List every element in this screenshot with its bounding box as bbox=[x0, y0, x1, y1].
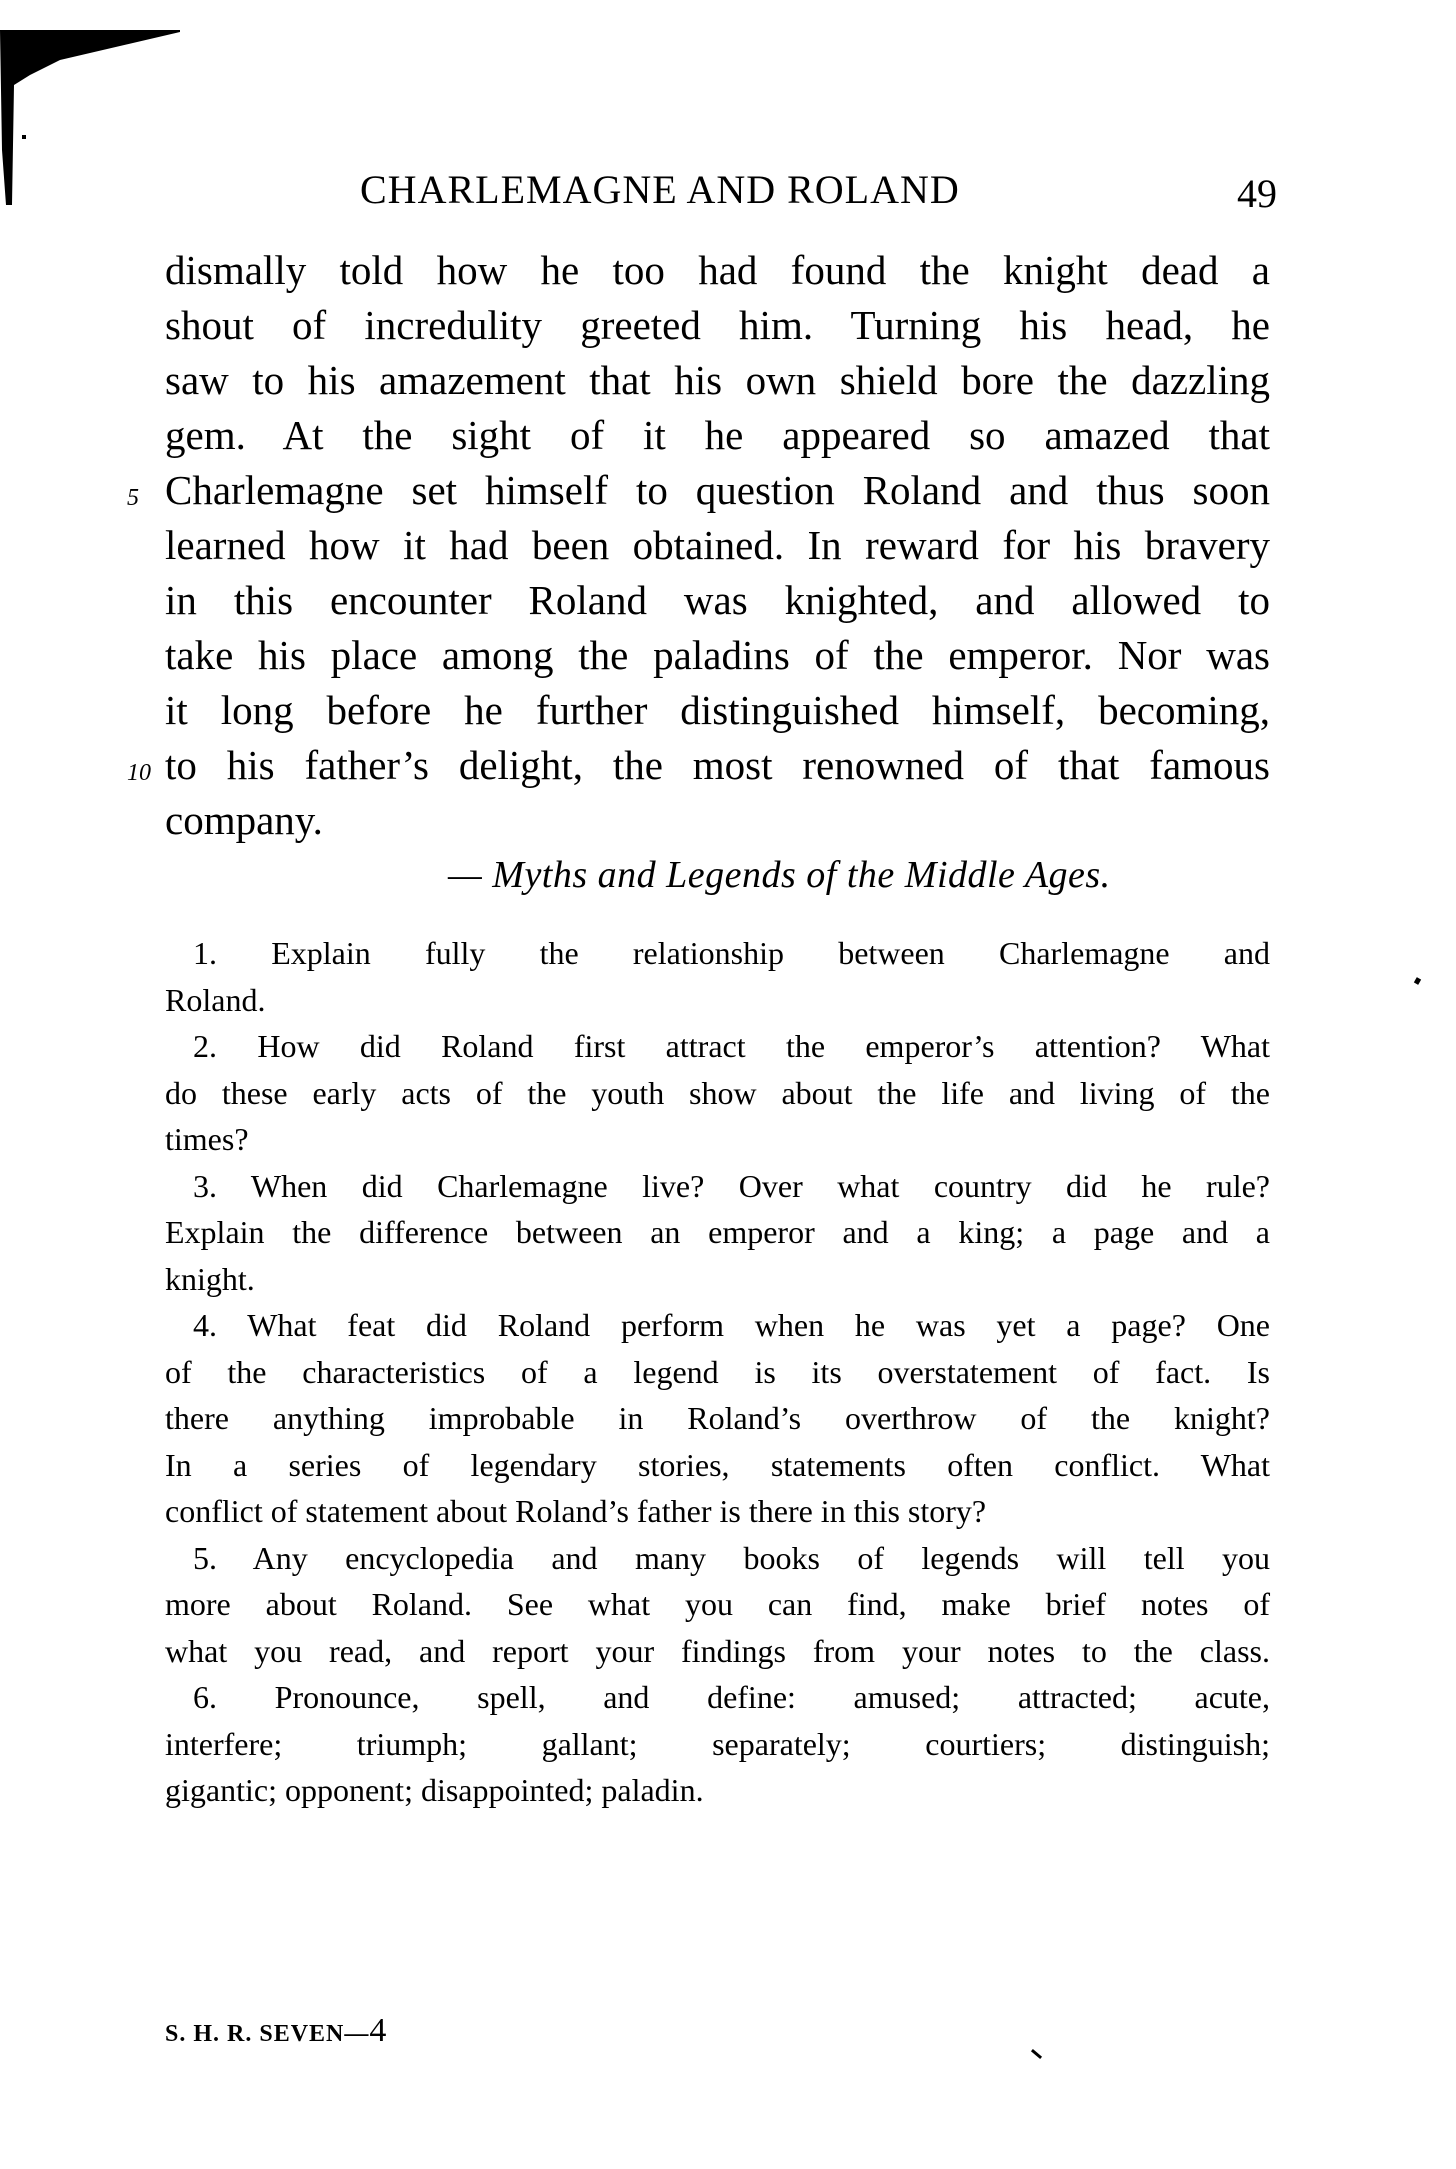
page-number: 49 bbox=[1237, 171, 1277, 216]
question-number: 3. bbox=[193, 1167, 217, 1204]
body-line bbox=[127, 738, 1270, 793]
body-line: shout of incredulity greeted him. Turning his head, he bbox=[165, 302, 1270, 348]
study-questions bbox=[165, 930, 1270, 1814]
question-4 bbox=[165, 1302, 1270, 1535]
body-line: dismally told how he too had found the knight dead a bbox=[165, 247, 1270, 293]
line-number-5: 5 bbox=[127, 485, 139, 511]
source-attribution: — Myths and Legends of the Middle Ages. bbox=[448, 854, 1111, 896]
question-line: do these early acts of the youth show about the life and living of the bbox=[165, 1074, 1270, 1111]
body-line: learned how it had been obtained. In reward for his bravery bbox=[165, 522, 1270, 568]
question-line: 2. How did Roland first attract the emperor’s attention? What bbox=[193, 1028, 1271, 1064]
signature-mark bbox=[165, 2012, 387, 2050]
question-line: Roland. bbox=[165, 981, 266, 1018]
scan-speck bbox=[1031, 2049, 1042, 2059]
question-number: 4. bbox=[193, 1307, 217, 1343]
question-number: 1. bbox=[193, 935, 217, 971]
question-line: In a series of legendary stories, statements often conflict. What bbox=[165, 1446, 1270, 1483]
question-line: more about Roland. See what you can find, make brief notes of bbox=[165, 1586, 1270, 1622]
running-title: CHARLEMAGNE AND ROLAND bbox=[360, 167, 960, 212]
question-2 bbox=[165, 1023, 1270, 1163]
question-line: what you read, and report your findings from your notes to the class. bbox=[165, 1632, 1270, 1669]
scan-corner-mark bbox=[0, 30, 190, 205]
body-line-text: Charlemagne set himself to question Roland and thus soon bbox=[165, 467, 1270, 513]
body-line: gem. At the sight of it he appeared so amazed that bbox=[165, 412, 1270, 458]
question-line: 5. Any encyclopedia and many books of legends will tell you bbox=[193, 1539, 1271, 1576]
scan-speck bbox=[1414, 977, 1421, 985]
body-line: in this encounter Roland was knighted, and allowed to bbox=[165, 577, 1270, 623]
signature-text: S. H. R. SEVEN— bbox=[165, 2021, 370, 2047]
question-3 bbox=[165, 1163, 1270, 1303]
line-number-10: 10 bbox=[127, 760, 151, 786]
question-1 bbox=[165, 930, 1270, 1023]
question-line: knight. bbox=[165, 1260, 255, 1297]
question-6 bbox=[165, 1674, 1270, 1814]
question-line: 1. Explain fully the relationship between Charlemagne and bbox=[193, 935, 1271, 971]
body-text bbox=[127, 243, 1270, 848]
question-line: 3. When did Charlemagne live? Over what country did he rule? bbox=[193, 1167, 1270, 1204]
body-line-text: to his father’s delight, the most renowned of that famous bbox=[165, 742, 1270, 788]
question-line: times? bbox=[165, 1121, 249, 1157]
body-line bbox=[127, 463, 1270, 518]
question-number: 5. bbox=[193, 1539, 217, 1576]
body-line: saw to his amazement that his own shield bore the dazzling bbox=[165, 357, 1270, 403]
question-line: gigantic; opponent; disappointed; paladin. bbox=[165, 1772, 704, 1808]
question-line: conflict of statement about Roland’s father is there in this story? bbox=[165, 1493, 987, 1529]
question-line: Explain the difference between an emperor and a king; a page and a bbox=[165, 1214, 1270, 1250]
question-line: 6. Pronounce, spell, and define: amused; attracted; acute, bbox=[193, 1679, 1270, 1715]
question-number: 6. bbox=[193, 1679, 217, 1715]
question-5 bbox=[165, 1535, 1270, 1675]
question-line: interfere; triumph; gallant; separately; courtiers; distinguish; bbox=[165, 1725, 1270, 1762]
body-line: take his place among the paladins of the emperor. Nor was bbox=[165, 632, 1270, 678]
body-line: company. bbox=[165, 797, 323, 843]
scan-speck bbox=[22, 135, 26, 139]
question-line: 4. What feat did Roland perform when he was yet a page? One bbox=[193, 1307, 1271, 1343]
question-line: there anything improbable in Roland’s overthrow of the knight? bbox=[165, 1400, 1270, 1436]
question-number: 2. bbox=[193, 1028, 217, 1064]
signature-number: 4 bbox=[369, 2012, 388, 2049]
body-line: it long before he further distinguished himself, becoming, bbox=[165, 687, 1270, 733]
question-line: of the characteristics of a legend is its overstatement of fact. Is bbox=[165, 1353, 1270, 1390]
